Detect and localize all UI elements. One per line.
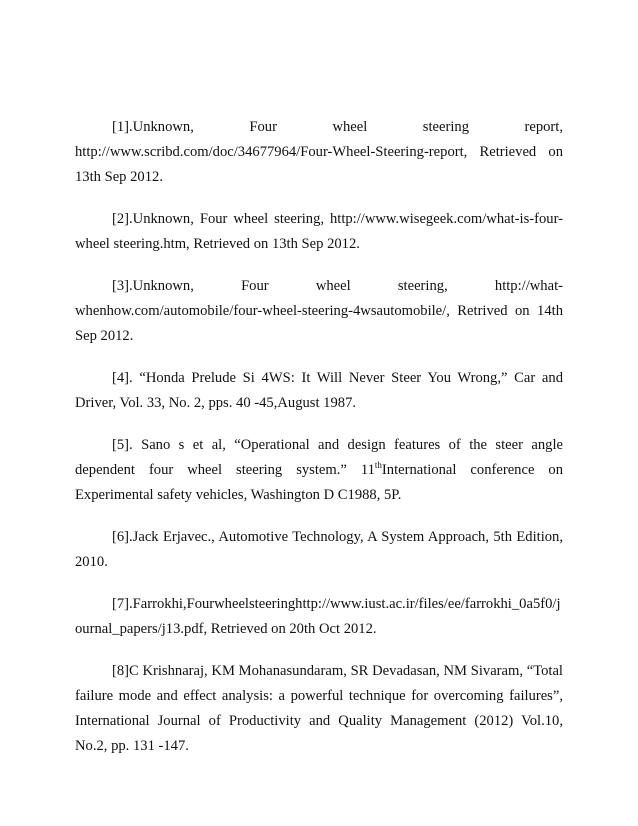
reference-7: [7].Farrokhi,Fourwheelsteeringhttp://www.iust.ac.ir/files/ee/farrokhi_0a5f0/journal_papers/j13.pdf, Retrieved on 20th Oct 2012. [75,596,561,637]
reference-5-ordinal: th [374,460,382,471]
reference-5 [75,433,563,508]
references-list [75,115,563,776]
reference-5-text-continued: International conference on Experimental safety vehicles, Washington D C1988, 5P. [75,462,563,503]
reference-8: [8]C Krishnaraj, KM Mohanasundaram, SR Devadasan, NM Sivaram, “Total failure mode and effect analysis: a powerful technique for overcoming failures”, International Journal of Productivity and Quality Management (2012) Vol.10, No.2, pp. 131 -147. [75,663,563,754]
reference-3: [3].Unknown, Four wheel steering, http://what-whenhow.com/automobile/four-wheel-steering-4wsautomobile/, Retrived on 14th Sep 2012. [75,278,563,344]
reference-6: [6].Jack Erjavec., Automotive Technology, A System Approach, 5th Edition, 2010. [75,529,563,570]
reference-5-text: [5]. Sano s et al, “Operational and design features of the steer angle dependent four wheel steering system.” 11 [75,437,563,478]
reference-1: [1].Unknown, Four wheel steering report, http://www.scribd.com/doc/34677964/Four-Wheel-Steering-report, Retrieved on 13th Sep 2012. [75,119,563,185]
reference-4: [4]. “Honda Prelude Si 4WS: It Will Never Steer You Wrong,” Car and Driver, Vol. 33, No. 2, pps. 40 -45,August 1987. [75,370,563,411]
reference-2: [2].Unknown, Four wheel steering, http://www.wisegeek.com/what-is-four-wheel steering.htm, Retrieved on 13th Sep 2012. [75,211,563,252]
